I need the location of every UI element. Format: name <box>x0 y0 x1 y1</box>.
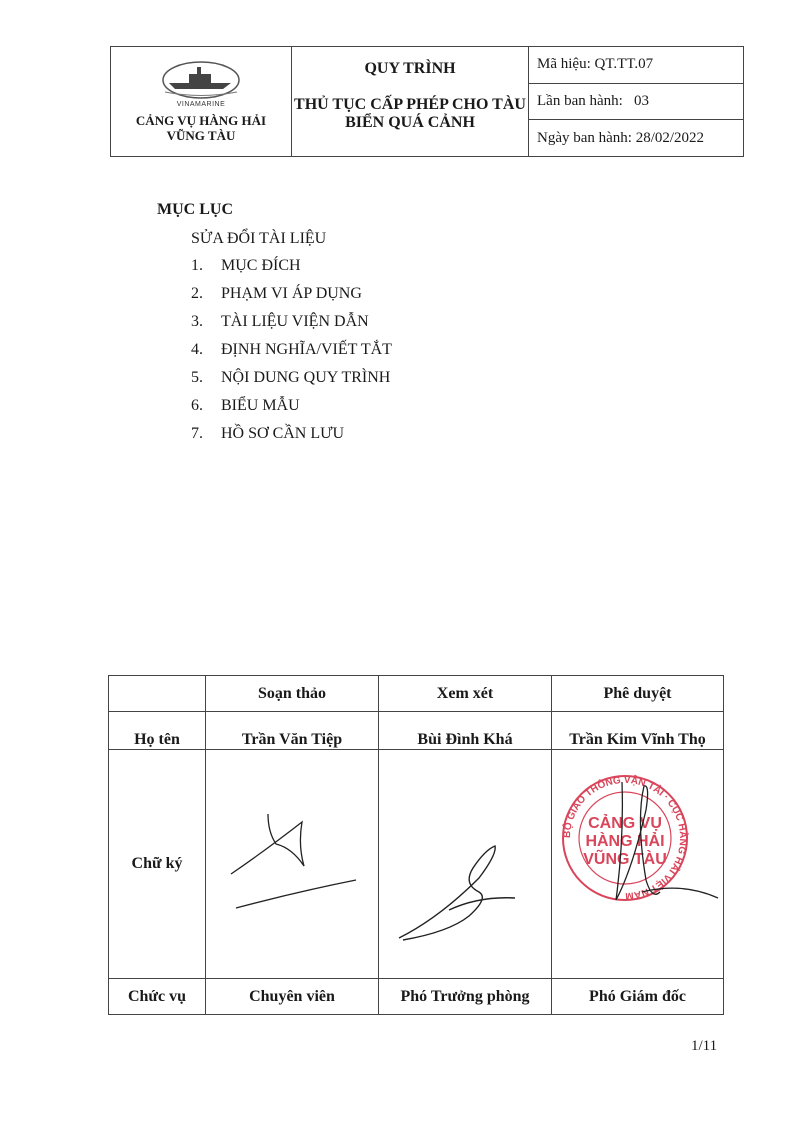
name-row <box>109 712 724 750</box>
reviewer-signature <box>379 750 552 978</box>
approver-position: Phó Giám đốc <box>552 979 724 1015</box>
reviewer-signature-cell <box>379 750 552 979</box>
toc-item-number: 2. <box>191 285 203 302</box>
header-meta-cell <box>529 47 743 156</box>
toc-item <box>191 285 392 313</box>
name-label: Họ tên <box>109 712 206 750</box>
toc-item-number: 7. <box>191 425 203 442</box>
doc-issue: Lần ban hành: 03 <box>529 84 743 121</box>
drafter-signature <box>206 750 379 978</box>
organization-name <box>111 113 291 143</box>
toc-title: MỤC LỤC <box>157 201 233 218</box>
approval-header-row <box>109 676 724 712</box>
org-line-2: VŨNG TÀU <box>166 128 236 143</box>
toc-item <box>191 341 392 369</box>
toc-list <box>191 257 392 453</box>
col-header-approved: Phê duyệt <box>552 676 724 712</box>
approver-name: Trần Kim Vĩnh Thọ <box>552 712 724 750</box>
reviewer-name: Bùi Đình Khá <box>379 712 552 750</box>
approval-table <box>108 675 724 1015</box>
toc-item-label: NỘI DUNG QUY TRÌNH <box>221 369 391 386</box>
position-row <box>109 979 724 1015</box>
col-header-reviewed: Xem xét <box>379 676 552 712</box>
drafter-name: Trần Văn Tiệp <box>206 712 379 750</box>
header-logo-cell <box>111 47 292 156</box>
stamp-line-3: VŨNG TÀU <box>583 851 667 868</box>
doc-title: THỦ TỤC CẤP PHÉP CHO TÀU BIỂN QUÁ CẢNH <box>294 96 526 131</box>
org-line-1: CẢNG VỤ HÀNG HẢI <box>135 113 267 128</box>
doc-code: Mã hiệu: QT.TT.07 <box>529 47 743 84</box>
page-number: 1/11 <box>691 1038 718 1054</box>
logo-brand-text: VINAMARINE <box>176 101 226 108</box>
toc-item <box>191 257 392 285</box>
toc-item-number: 5. <box>191 369 203 386</box>
approver-signature-and-stamp <box>552 750 724 978</box>
toc-item <box>191 425 392 453</box>
toc-item-number: 3. <box>191 313 203 330</box>
ship-logo-icon <box>159 59 243 101</box>
document-header <box>110 46 744 157</box>
doc-date: Ngày ban hành: 28/02/2022 <box>537 129 705 146</box>
toc-item <box>191 313 392 341</box>
toc-item-label: PHẠM VI ÁP DỤNG <box>221 285 362 302</box>
signature-row <box>109 750 724 979</box>
reviewer-position: Phó Trưởng phòng <box>379 979 552 1015</box>
toc-item-label: BIỂU MẪU <box>221 397 300 414</box>
stamp-outer-path: BỘ GIAO THÔNG VẬN TẢI · CỤC HÀNG HẢI VIỆT NAM <box>561 774 689 902</box>
drafter-position: Chuyên viên <box>206 979 379 1015</box>
toc-item-number: 1. <box>191 257 203 274</box>
toc-item-label: TÀI LIỆU VIỆN DẪN <box>221 313 369 330</box>
stamp-line-2: HÀNG HẢI <box>585 833 665 850</box>
toc-item-label: HỒ SƠ CẦN LƯU <box>221 425 345 442</box>
toc-item <box>191 369 392 397</box>
signature-label: Chữ ký <box>109 750 206 979</box>
position-label: Chức vụ <box>109 979 206 1015</box>
stamp-line-1: CẢNG VỤ <box>588 815 662 832</box>
header-title-cell <box>292 47 529 156</box>
toc-item-number: 6. <box>191 397 203 414</box>
toc-item-label: MỤC ĐÍCH <box>221 257 301 274</box>
doc-type: QUY TRÌNH <box>364 60 456 77</box>
col-header-drafted: Soạn thảo <box>206 676 379 712</box>
approver-signature-cell <box>552 750 724 979</box>
toc-item-revisions: SỬA ĐỔI TÀI LIỆU <box>191 230 327 247</box>
blank-header-cell <box>109 676 206 712</box>
toc-item <box>191 397 392 425</box>
toc-item-label: ĐỊNH NGHĨA/VIẾT TẮT <box>221 341 392 358</box>
toc-item-number: 4. <box>191 341 203 358</box>
drafter-signature-cell <box>206 750 379 979</box>
